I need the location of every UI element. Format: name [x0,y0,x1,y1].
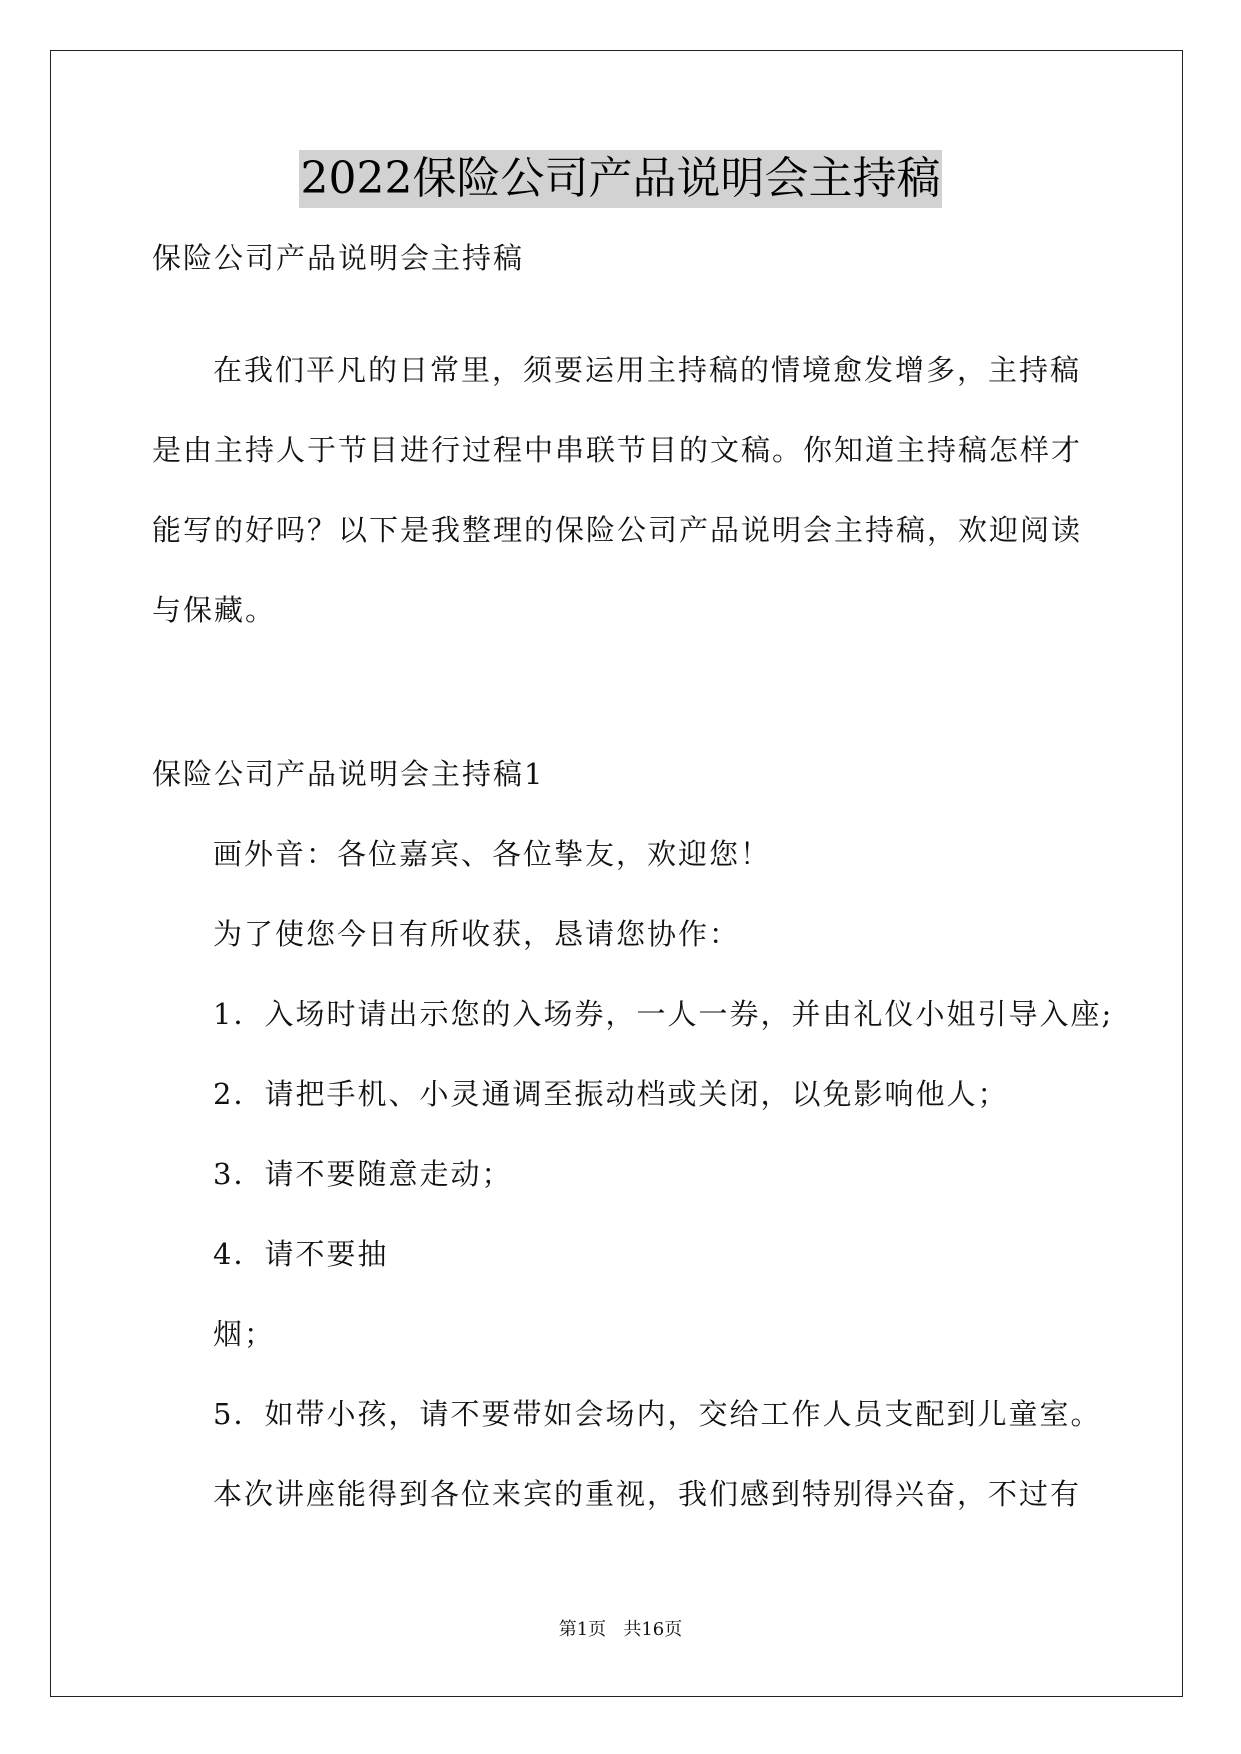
paragraph-line: 是由主持人于节目进行过程中串联节目的文稿。你知道主持稿怎样才 [152,433,1083,467]
title-container [0,150,1241,208]
list-item: 3．请不要随意走动； [213,1157,513,1191]
list-item: 5．如带小孩，请不要带如会场内，交给工作人员支配到儿童室。 [213,1397,1102,1431]
list-item: 4．请不要抽 [213,1237,389,1271]
list-item-continuation: 烟； [213,1317,276,1351]
page-footer: 第1页 共16页 [558,1619,683,1640]
list-item: 2．请把手机、小灵通调至振动档或关闭，以免影响他人； [213,1077,1009,1111]
paragraph-line: 与保藏。 [152,593,277,627]
section-heading-intro: 保险公司产品说明会主持稿 [152,241,525,275]
list-item: 1．入场时请出示您的入场券，一人一券，并由礼仪小姐引导入座; [213,997,1114,1031]
paragraph-line: 本次讲座能得到各位来宾的重视，我们感到特别得兴奋，不过有 [213,1477,1082,1511]
section-heading-1: 保险公司产品说明会主持稿1 [152,757,545,791]
paragraph-line: 在我们平凡的日常里，须要运用主持稿的情境愈发增多，主持稿 [213,353,1082,387]
paragraph-line: 能写的好吗？以下是我整理的保险公司产品说明会主持稿，欢迎阅读 [152,513,1083,547]
paragraph-line: 为了使您今日有所收获，恳请您协作： [213,917,741,951]
paragraph-line: 画外音：各位嘉宾、各位挚友，欢迎您！ [213,837,772,871]
document-title: 2022保险公司产品说明会主持稿 [299,150,943,208]
